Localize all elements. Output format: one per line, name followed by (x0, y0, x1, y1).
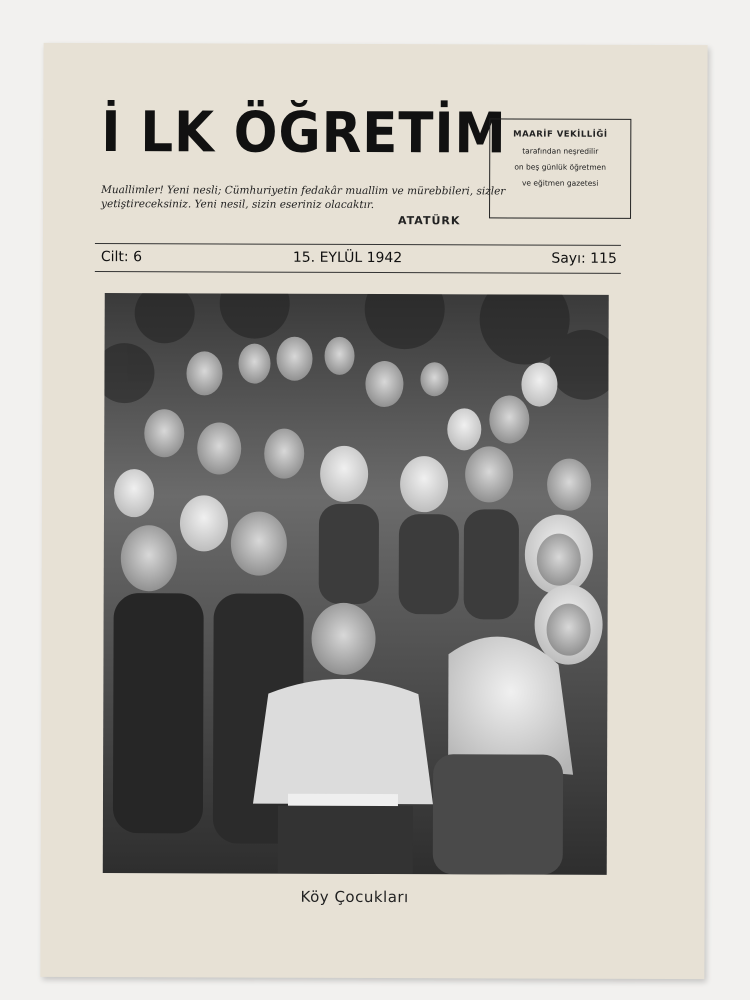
publisher-line-3: on beş günlük öğretmen (514, 162, 607, 172)
cover-photo (103, 293, 609, 875)
issue-date: 15. EYLÜL 1942 (292, 249, 403, 267)
magazine-title: İ LK ÖĞRETİM (101, 100, 507, 167)
ataturk-motto: Muallimler! Yeni nesli; Cümhuriyetin fedakâr muallim ve mürebbileri, sizler yetiştireceksiniz. Yeni nesil, sizin eseriniz olacaktır. (101, 184, 506, 211)
issue-number: Sayı: 115 (551, 250, 617, 267)
children-photo-illustration (103, 293, 609, 875)
motto-signature: ATATÜRK (397, 214, 461, 228)
photo-caption: Köy Çocukları (300, 887, 409, 907)
publisher-line-4: ve eğitmen gazetesi (521, 178, 599, 188)
publisher-box (489, 118, 631, 218)
issue-info-bar (101, 249, 617, 271)
publisher-name: MAARİF VEKİLLİĞİ (513, 129, 608, 140)
top-rule (95, 243, 621, 246)
bottom-rule (95, 271, 621, 274)
magazine-cover (40, 43, 707, 979)
volume-label: Cilt: 6 (100, 249, 143, 266)
publisher-line-2: tarafından neşredilir (522, 146, 599, 156)
